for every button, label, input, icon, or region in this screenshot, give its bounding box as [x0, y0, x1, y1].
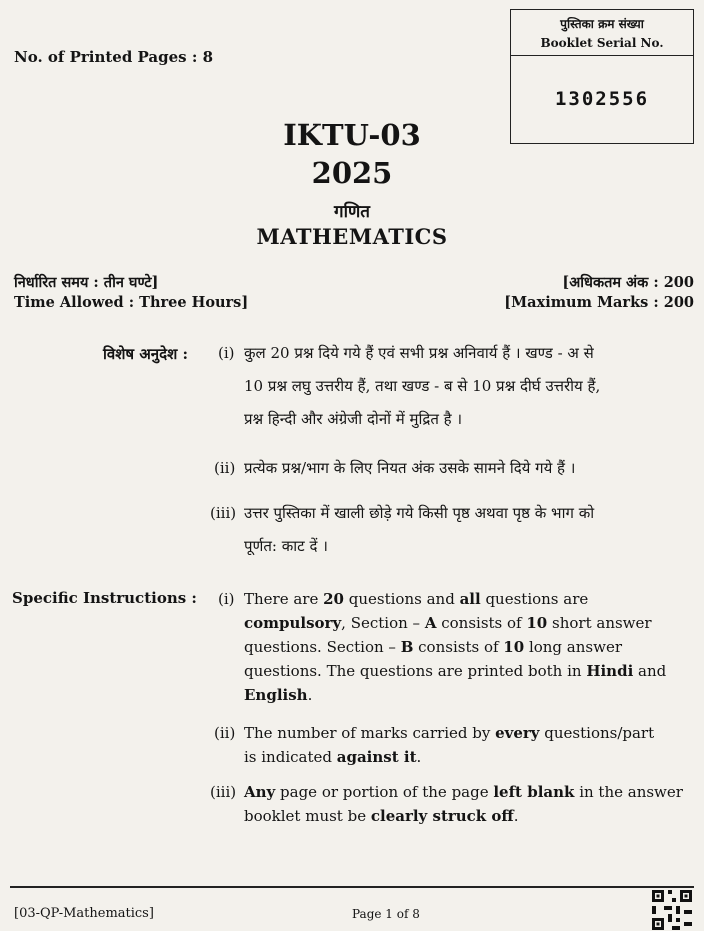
- exam-year: 2025: [311, 156, 393, 190]
- instruction-line: is indicated against it.: [244, 748, 422, 766]
- instruction-line: English.: [244, 686, 313, 704]
- max-marks-english: [Maximum Marks : 200: [504, 294, 694, 311]
- footer-page-number: Page 1 of 8: [352, 907, 420, 921]
- instruction-number: (i): [218, 344, 235, 362]
- instruction-line: पूर्णत: काट दें ।: [244, 537, 328, 555]
- instruction-number: (iii): [210, 783, 237, 801]
- footer-divider: [10, 886, 694, 888]
- instruction-line: कुल 20 प्रश्न दिये गये हैं एवं सभी प्रश्न अनिवार्य हैं । खण्ड - अ से: [244, 344, 594, 362]
- booklet-serial-number: 1302556: [554, 88, 650, 110]
- instruction-line: प्रत्येक प्रश्न/भाग के लिए नियत अंक उसके सामने दिये गये हैं ।: [244, 459, 576, 477]
- instruction-number: (i): [218, 590, 235, 608]
- instructions-english-heading: Specific Instructions :: [12, 589, 197, 607]
- instruction-line: 10 प्रश्न लघु उत्तरीय हैं, तथा खण्ड - ब से 10 प्रश्न दीर्घ उत्तरीय हैं,: [244, 377, 601, 395]
- footer-paper-code: [03-QP-Mathematics]: [14, 906, 154, 921]
- instruction-number: (ii): [214, 459, 236, 477]
- booklet-label-hindi: पुस्तिका क्रम संख्या: [560, 17, 644, 31]
- instruction-line: compulsory, Section – A consists of 10 short answer: [244, 614, 652, 632]
- booklet-label: [511, 10, 693, 56]
- max-marks-hindi: [अधिकतम अंक : 200: [562, 274, 694, 291]
- instruction-line: There are 20 questions and all questions are: [244, 590, 589, 608]
- time-allowed-hindi: निर्धारित समय : तीन घण्टे]: [14, 274, 159, 291]
- instruction-line: questions. Section – B consists of 10 long answer: [244, 638, 622, 656]
- instructions-hindi-heading: विशेष अनुदेश :: [103, 345, 189, 363]
- instruction-line: प्रश्न हिन्दी और अंग्रेजी दोनों में मुद्रित है ।: [244, 410, 463, 428]
- instruction-line: booklet must be clearly struck off.: [244, 807, 519, 825]
- printed-pages: No. of Printed Pages : 8: [14, 48, 214, 66]
- instruction-number: (ii): [214, 724, 236, 742]
- qr-code-icon: [652, 890, 692, 930]
- instruction-line: उत्तर पुस्तिका में खाली छोड़े गये किसी पृष्ठ अथवा पृष्ठ के भाग को: [244, 504, 595, 522]
- subject-hindi: गणित: [334, 202, 370, 222]
- instruction-line: The number of marks carried by every questions/part: [244, 724, 655, 742]
- instruction-line: Any page or portion of the page left blank in the answer: [244, 783, 683, 801]
- booklet-label-english: Booklet Serial No.: [540, 36, 664, 50]
- instruction-number: (iii): [210, 504, 237, 522]
- subject-english: MATHEMATICS: [256, 224, 448, 249]
- time-allowed-english: Time Allowed : Three Hours]: [14, 294, 249, 311]
- instruction-line: questions. The questions are printed both in Hindi and: [244, 662, 667, 680]
- paper-code: IKTU-03: [283, 118, 421, 152]
